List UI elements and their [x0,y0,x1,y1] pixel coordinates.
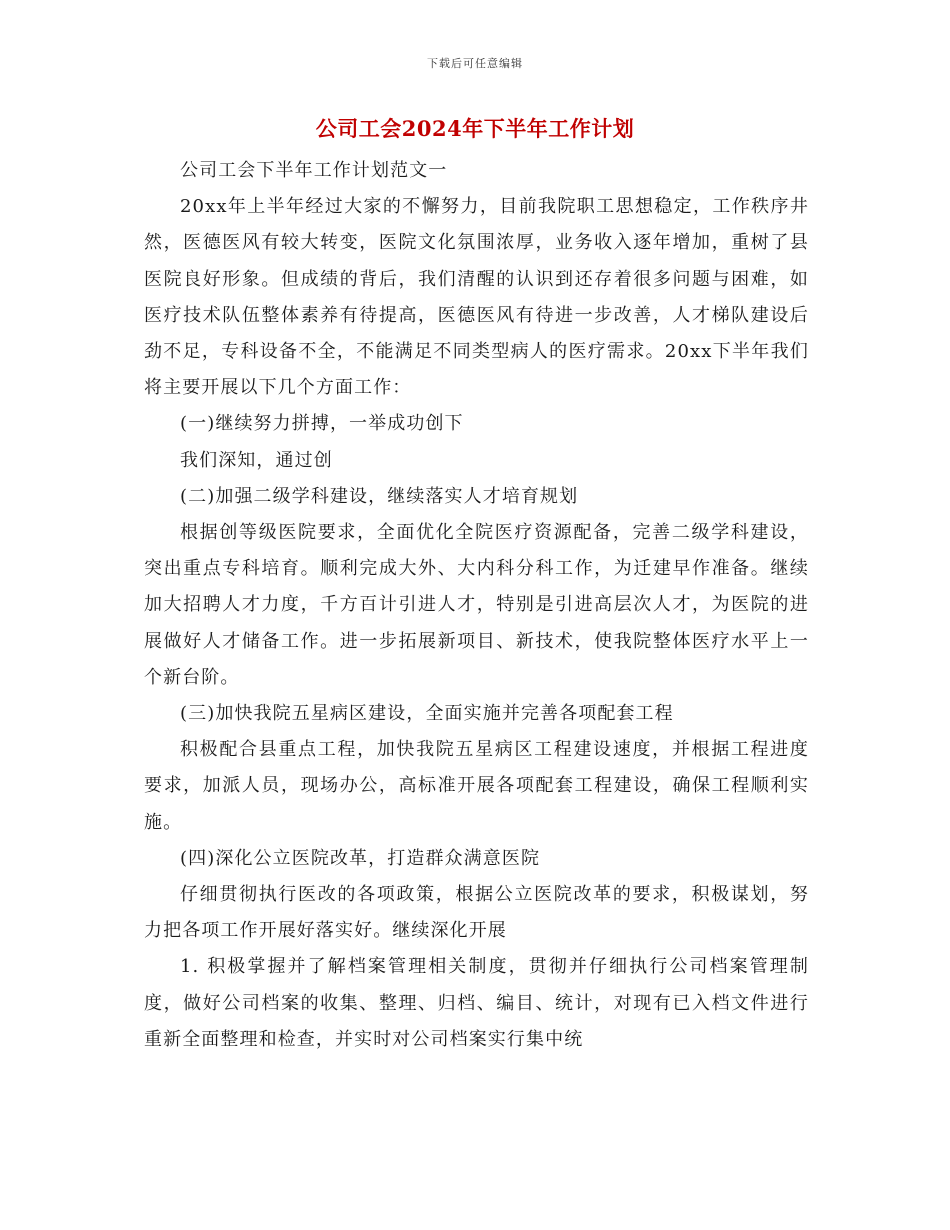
paragraph: 根据创等级医院要求，全面优化全院医疗资源配备，完善二级学科建设，突出重点专科培育。顺利完成大外、大内科分科工作，为迁建早作准备。继续加大招聘人才力度，千方百计引进人才，特别是引进高层次人才，为医院的进展做好人才储备工作。进一步拓展新项目、新技术，使我院整体医疗水平上一个新台阶。 [144,522,809,688]
paragraph: 积极配合县重点工程，加快我院五星病区工程建设速度，并根据工程进度要求，加派人员，现场办公，高标准开展各项配套工程建设，确保工程顺利实施。 [144,739,809,833]
paragraph: (三)加快我院五星病区建设，全面实施并完善各项配套工程 [180,703,674,725]
paragraph: (一)继续努力拼搏，一举成功创下 [180,413,464,435]
document-body [144,153,809,1058]
paragraph: 我们深知，通过创 [180,449,333,471]
paragraph: 公司工会下半年工作计划范文一 [180,160,448,181]
document-title: 公司工会2024年下半年工作计划 [315,116,635,141]
paragraph: (四)深化公立医院改革，打造群众满意医院 [180,847,541,869]
paragraph: 仔细贯彻执行医改的各项政策，根据公立医院改革的要求，积极谋划，努力把各项工作开展好落实好。继续深化开展 [144,884,809,942]
header-note: 下载后可任意编辑 [427,57,523,70]
paragraph: 20xx年上半年经过大家的不懈努力，目前我院职工思想稳定，工作秩序井然，医德医风有较大转变，医院文化氛围浓厚，业务收入逐年增加，重树了县医院良好形象。但成绩的背后，我们清醒的认识到还存着很多问题与困难，如医疗技术队伍整体素养有待提高，医德医风有待进一步改善，人才梯队建设后劲不足，专科设备不全，不能满足不同类型病人的医疗需求。20xx下半年我们将主要开展以下几个方面工作： [144,196,809,399]
paragraph: (二)加强二级学科建设，继续落实人才培育规划 [180,485,579,507]
paragraph: 1. 积极掌握并了解档案管理相关制度，贯彻并仔细执行公司档案管理制度，做好公司档案的收集、整理、归档、编目、统计，对现有已入档文件进行重新全面整理和检查，并实时对公司档案实行集中统 [144,956,809,1050]
